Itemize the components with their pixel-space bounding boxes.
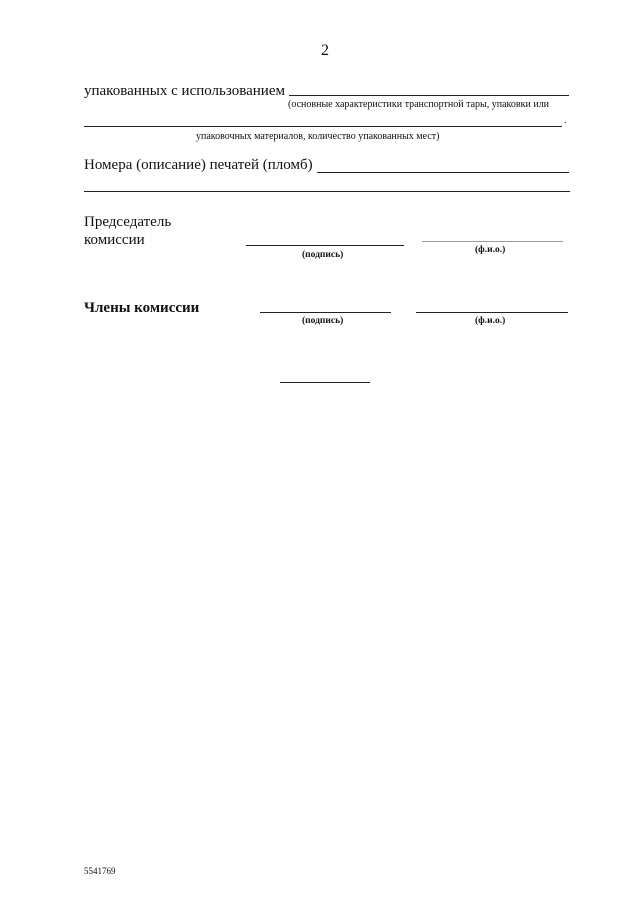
- end-separator: [280, 382, 370, 383]
- packing-input-line[interactable]: [289, 95, 569, 96]
- packing-hint-line1: (основные характеристики транспортной тары, упаковки или: [288, 99, 550, 110]
- chairman-label-line1: Председатель: [84, 214, 172, 230]
- members-label: Члены комиссии: [84, 300, 200, 316]
- members-name-caption: (ф.и.о.): [475, 316, 506, 326]
- seals-input-line-2[interactable]: [84, 191, 570, 192]
- page-number: 2: [321, 42, 329, 59]
- seals-label: Номера (описание) печатей (пломб): [84, 157, 313, 173]
- chairman-signature-caption: (подпись): [302, 250, 344, 260]
- packing-input-line-2[interactable]: [84, 126, 562, 127]
- members-signature-line[interactable]: [260, 312, 391, 313]
- chairman-name-caption: (ф.и.о.): [475, 245, 506, 255]
- packing-line-end: .: [564, 115, 567, 126]
- members-signature-caption: (подпись): [302, 316, 344, 326]
- chairman-label-line2: комиссии: [84, 232, 145, 248]
- doc-code: 5541769: [84, 866, 116, 876]
- chairman-signature-line[interactable]: [246, 245, 404, 246]
- chairman-name-line[interactable]: [422, 241, 563, 242]
- packing-label: упакованных с использованием: [84, 83, 285, 99]
- members-name-line[interactable]: [416, 312, 568, 313]
- packing-hint-line2: упаковочных материалов, количество упакованных мест): [196, 131, 440, 142]
- seals-input-line[interactable]: [317, 172, 569, 173]
